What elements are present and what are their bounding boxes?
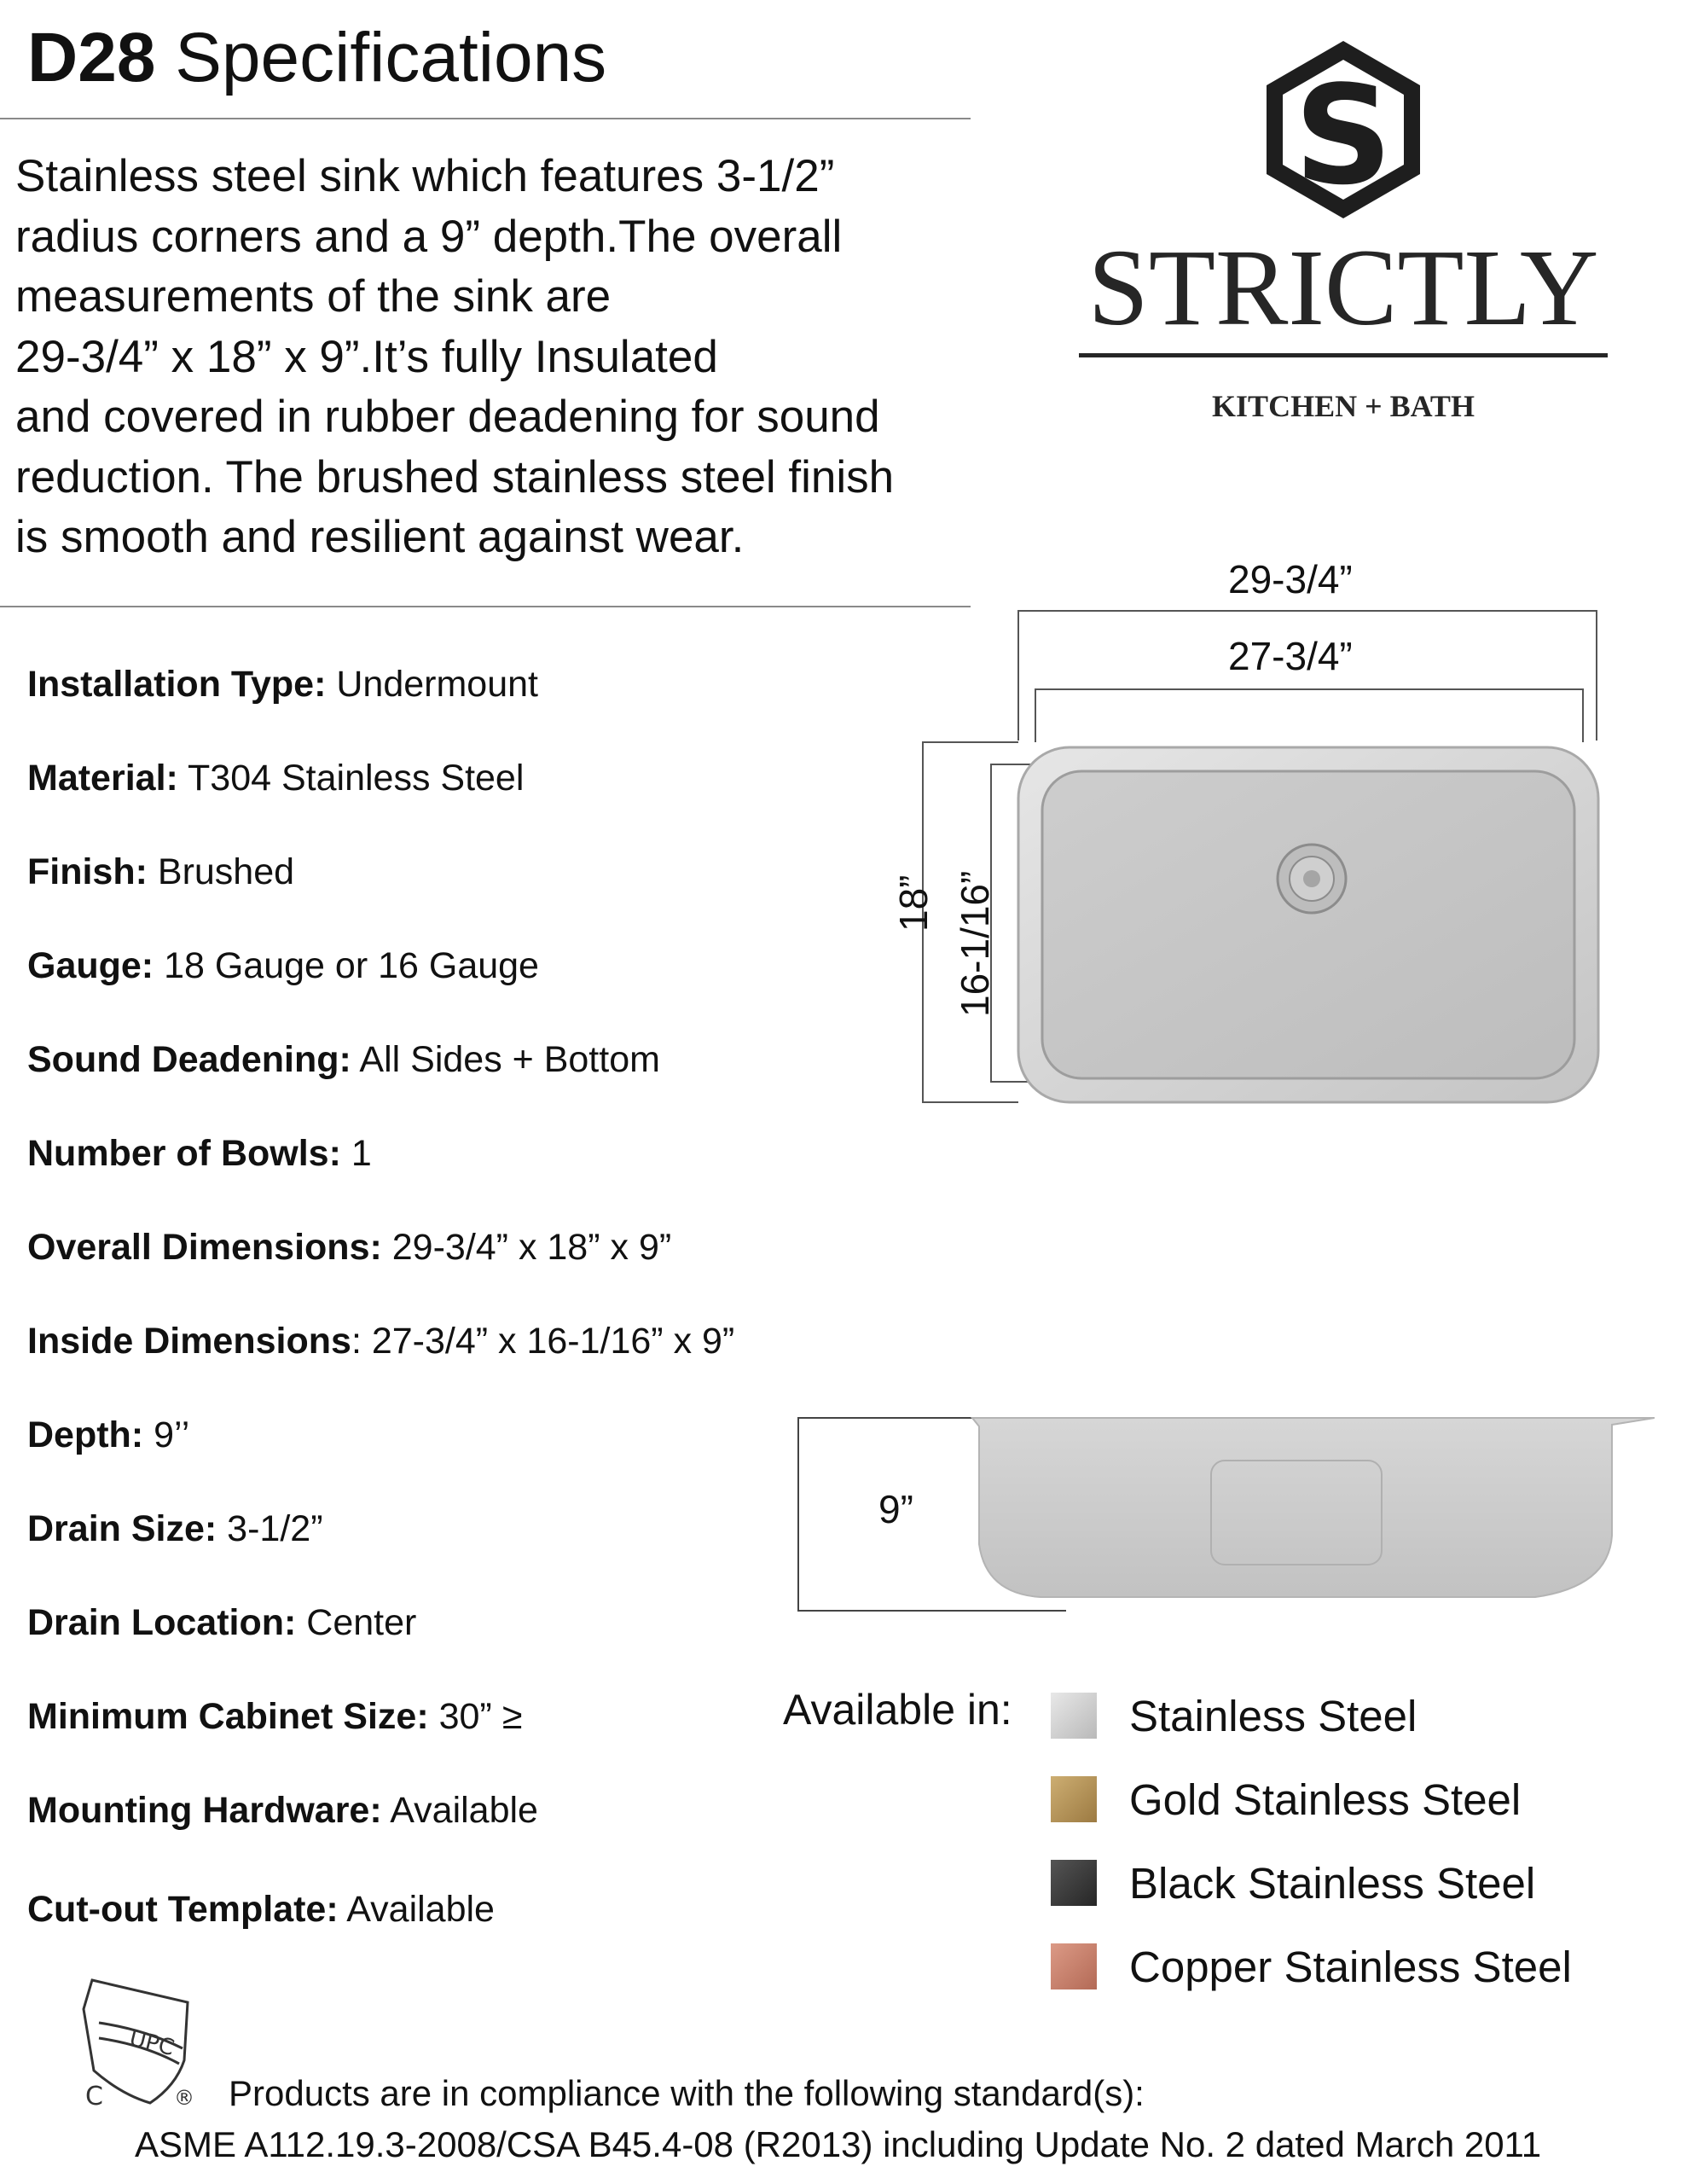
- spec-label: Inside Dimensions: [27, 1321, 351, 1362]
- spec-minimum-cabinet-size: [27, 1694, 522, 1739]
- logo-mark: S: [1294, 55, 1393, 215]
- description-line: measurements of the sink are: [15, 271, 612, 322]
- spec-label: Material:: [27, 758, 178, 799]
- description-divider: [0, 606, 971, 607]
- spec-value: Available: [338, 1889, 495, 1930]
- spec-mounting-hardware: [27, 1788, 538, 1833]
- spec-sound-deadening: [27, 1037, 660, 1082]
- logo-brand: STRICTLY: [1087, 227, 1599, 348]
- description-line: and covered in rubber deadening for sound: [15, 392, 880, 442]
- description-line: Stainless steel sink which features 3-1/2”: [15, 151, 835, 201]
- model-number: D28: [27, 19, 156, 96]
- finish-swatch: [1051, 1776, 1097, 1822]
- spec-value: : 27-3/4” x 16-1/16” x 9”: [351, 1321, 735, 1362]
- spec-label: Drain Size:: [27, 1508, 217, 1549]
- spec-value: 1: [340, 1133, 372, 1174]
- spec-number-of-bowls: [27, 1131, 372, 1176]
- spec-label: Installation Type:: [27, 664, 327, 705]
- spec-cut-out-template: [27, 1887, 495, 1931]
- spec-value: 3-1/2”: [217, 1508, 323, 1549]
- spec-label: Overall Dimensions:: [27, 1227, 382, 1268]
- spec-label: Gauge:: [27, 945, 154, 986]
- inside-length-label: 16-1/16”: [953, 870, 997, 1017]
- logo-tagline: KITCHEN + BATH: [1212, 389, 1475, 423]
- spec-finish: [27, 850, 294, 894]
- spec-label: Cut-out Template:: [27, 1889, 339, 1930]
- spec-label: Mounting Hardware:: [27, 1790, 382, 1831]
- spec-drain-size: [27, 1507, 323, 1551]
- spec-value: 18 Gauge or 16 Gauge: [154, 945, 539, 986]
- description-line: is smooth and resilient against wear.: [15, 512, 745, 562]
- spec-overall-dimensions: [27, 1225, 671, 1269]
- inside-width-label: 27-3/4”: [1228, 634, 1353, 678]
- description-line: reduction. The brushed stainless steel finish: [15, 451, 895, 502]
- spec-value: Brushed: [147, 851, 295, 892]
- upc-c: C: [85, 2082, 103, 2111]
- spec-value: Center: [296, 1602, 417, 1643]
- spec-value: 29-3/4” x 18” x 9”: [381, 1227, 672, 1268]
- spec-value: All Sides + Bottom: [351, 1039, 660, 1080]
- spec-value: Undermount: [326, 664, 538, 705]
- product-description: [15, 147, 996, 568]
- upc-certification-icon: [68, 1975, 230, 2111]
- spec-label: Number of Bowls:: [27, 1133, 341, 1174]
- sink-side-profile: [972, 1418, 1655, 1597]
- spec-label: Sound Deadening:: [27, 1039, 351, 1080]
- sink-side-view-diagram: [785, 1399, 1655, 1621]
- page-title: [27, 15, 606, 101]
- spec-value: Available: [381, 1790, 538, 1831]
- logo-underline: [1079, 353, 1608, 357]
- finish-swatch: [1051, 1860, 1097, 1906]
- spec-label: Finish:: [27, 851, 148, 892]
- spec-value: 30” ≥: [428, 1696, 523, 1737]
- spec-installation-type: [27, 662, 538, 706]
- spec-drain-location: [27, 1600, 416, 1645]
- spec-material: [27, 756, 524, 800]
- upc-registered: ®: [174, 2086, 194, 2110]
- finish-swatch: [1051, 1693, 1097, 1739]
- spec-inside-dimensions: [27, 1319, 734, 1363]
- available-in-label: Available in:: [783, 1686, 1012, 1734]
- finish-swatch: [1051, 1943, 1097, 1989]
- compliance-statement: Products are in compliance with the following standard(s):: [229, 2073, 1145, 2113]
- upc-text: UPC: [126, 2025, 177, 2062]
- finish-name: Black Stainless Steel: [1129, 1859, 1536, 1908]
- depth-label: 9”: [878, 1487, 913, 1531]
- compliance-standards: ASME A112.19.3-2008/CSA B45.4-08 (R2013) including Update No. 2 dated March 2011: [135, 2124, 1542, 2164]
- description-line: radius corners and a 9” depth.The overall: [15, 211, 843, 262]
- spec-depth: [27, 1413, 189, 1457]
- title-text: Specifications: [175, 19, 607, 96]
- strictly-logo: [1062, 34, 1625, 435]
- spec-label: Minimum Cabinet Size:: [27, 1696, 429, 1737]
- finish-name: Stainless Steel: [1129, 1692, 1417, 1740]
- spec-label: Depth:: [27, 1414, 144, 1455]
- inside-width-bracket: [1035, 689, 1583, 742]
- spec-value: 9’’: [143, 1414, 190, 1455]
- overall-length-label: 18”: [891, 874, 936, 932]
- sink-bowl: [1042, 771, 1574, 1078]
- description-line: 29-3/4” x 18” x 9”.It’s fully Insulated: [15, 331, 718, 382]
- overall-width-label: 29-3/4”: [1228, 557, 1353, 601]
- finish-name: Copper Stainless Steel: [1129, 1943, 1572, 1991]
- finish-name: Gold Stainless Steel: [1129, 1775, 1522, 1824]
- header-divider: [0, 118, 971, 119]
- spec-gauge: [27, 944, 539, 988]
- spec-label: Drain Location:: [27, 1602, 297, 1643]
- spec-value: T304 Stainless Steel: [177, 758, 525, 799]
